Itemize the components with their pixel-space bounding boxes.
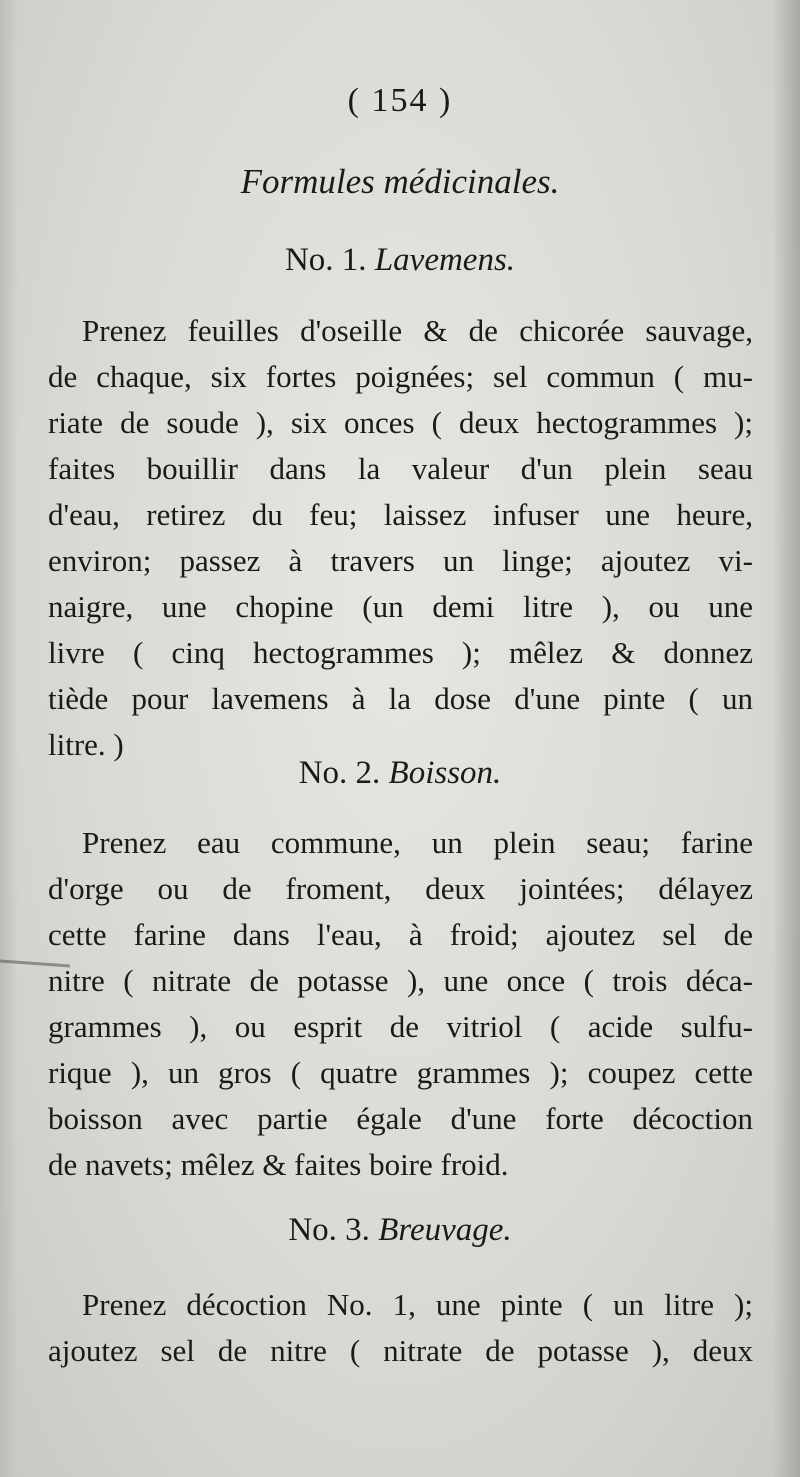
text-line: faites bouillir dans la valeur d'un plein seau [48, 451, 753, 486]
text-line: riate de soude ), six onces ( deux hectogrammes ); [48, 405, 753, 440]
page-shadow-left [0, 0, 18, 1477]
text-line: d'orge ou de froment, deux jointées; délayez [48, 871, 753, 906]
text-line: naigre, une chopine (un demi litre ), ou une [48, 589, 753, 624]
formula-name: Breuvage. [378, 1212, 512, 1248]
text-line: litre. ) [48, 727, 124, 762]
text-line: Prenez feuilles d'oseille & de chicorée sauvage, [82, 313, 753, 348]
formula-name: Boisson. [388, 755, 502, 791]
text-line: environ; passez à travers un linge; ajoutez vi- [48, 543, 753, 578]
formula-heading-2 [0, 755, 800, 792]
formula-number: No. 1. [284, 242, 367, 278]
text-line: livre ( cinq hectogrammes ); mêlez & donnez [48, 635, 753, 670]
formula-number: No. 2. [298, 755, 381, 791]
section-title: Formules médicinales. [240, 162, 560, 201]
text-line: Prenez décoction No. 1, une pinte ( un litre ); [82, 1287, 753, 1322]
formula-number: No. 3. [288, 1212, 370, 1248]
text-line: d'eau, retirez du feu; laissez infuser une heure, [48, 497, 753, 532]
formula-text-1 [48, 308, 753, 768]
text-line: boisson avec partie égale d'une forte décoction [48, 1101, 753, 1136]
text-line: tiède pour lavemens à la dose d'une pinte ( un [48, 681, 753, 716]
formula-heading-1 [0, 242, 800, 279]
text-line: de chaque, six fortes poignées; sel commun ( mu- [48, 359, 753, 394]
page-number: ( 154 ) [347, 82, 453, 119]
formula-name: Lavemens. [374, 242, 516, 278]
formula-text-2 [48, 820, 753, 1188]
text-line: Prenez eau commune, un plein seau; farine [82, 825, 753, 860]
text-line: rique ), un gros ( quatre grammes ); coupez cette [48, 1055, 753, 1090]
formula-text-3 [48, 1282, 753, 1374]
text-line: cette farine dans l'eau, à froid; ajoutez sel de [48, 917, 753, 952]
text-line: de navets; mêlez & faites boire froid. [48, 1147, 509, 1182]
text-line: grammes ), ou esprit de vitriol ( acide sulfu- [48, 1009, 753, 1044]
text-line: ajoutez sel de nitre ( nitrate de potasse ), deux [48, 1333, 753, 1368]
text-line: nitre ( nitrate de potasse ), une once ( trois déca- [48, 963, 753, 998]
page-shadow-right [772, 0, 800, 1477]
formula-heading-3 [0, 1212, 800, 1249]
